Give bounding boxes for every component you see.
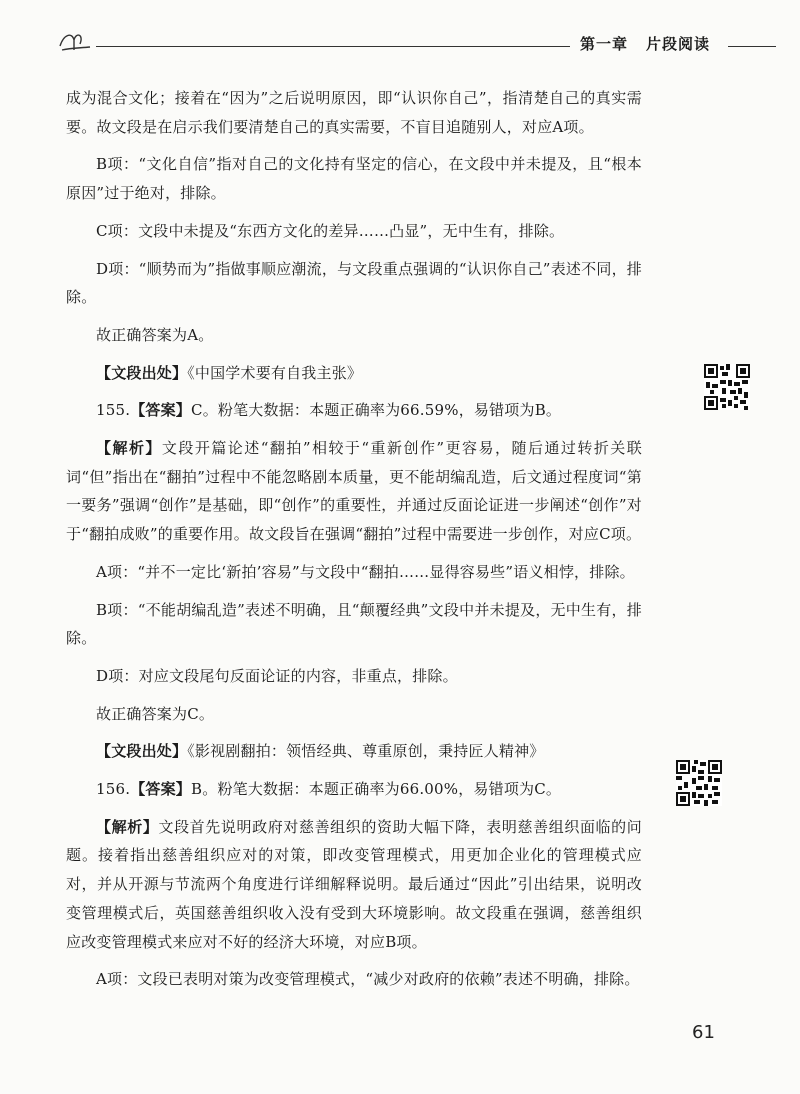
chapter-label: 第一章 xyxy=(580,35,629,53)
paragraph: B项：“不能胡编乱造”表述不明确，且“颠覆经典”文段中并未提及，无中生有，排除。 xyxy=(66,600,642,648)
qr-code-icon[interactable] xyxy=(676,760,722,806)
answer-tag: 【答案】 xyxy=(130,401,192,420)
source-line: 【文段出处】《影视剧翻拍：领悟经典、尊重原创，秉持匠人精神》 xyxy=(96,742,545,761)
paragraph: 故正确答案为A。 xyxy=(96,325,214,344)
page-header xyxy=(0,0,800,60)
page-body xyxy=(66,84,642,1003)
source-tag: 【文段出处】 xyxy=(96,363,188,382)
source-tag: 【文段出处】 xyxy=(96,742,188,761)
question-number: 155. xyxy=(96,401,131,420)
leaf-ornament-icon xyxy=(58,30,92,54)
paragraph: B项：“文化自信”指对自己的文化持有坚定的信心，在文段中并未提及，且“根本原因”过于绝对，排除。 xyxy=(66,155,642,203)
header-rule-left xyxy=(96,46,570,47)
header-rule-right xyxy=(728,46,776,47)
answer-line: 156.【答案】B。粉笔大数据：本题正确率为66.00%，易错项为C。 xyxy=(96,780,562,799)
paragraph: 故正确答案为C。 xyxy=(96,704,215,723)
qr-code-icon[interactable] xyxy=(704,364,750,410)
analysis-tag: 【解析】 xyxy=(96,439,162,458)
chapter-title xyxy=(580,33,710,54)
answer-tag: 【答案】 xyxy=(130,780,192,799)
analysis-tag: 【解析】 xyxy=(96,817,159,836)
analysis-paragraph: 【解析】文段开篇论述“翻拍”相较于“重新创作”更容易，随后通过转折关联词“但”指出在“翻拍”过程中不能忽略剧本质量，更不能胡编乱造，后文通过程度词“第一要务”强调“创作”是基础，即“创作”的重要性，并通过反面论证进一步阐述“创作”对于“翻拍成败”的重要作用。故文段旨在强调“翻拍”过程中需要进一步创作，对应C项。 xyxy=(66,439,642,544)
question-number: 156. xyxy=(96,780,131,799)
section-label: 片段阅读 xyxy=(646,35,711,53)
paragraph: D项：“顺势而为”指做事顺应潮流，与文段重点强调的“认识你自己”表述不同，排除。 xyxy=(66,259,642,307)
answer-line: 155.【答案】C。粉笔大数据：本题正确率为66.59%，易错项为B。 xyxy=(96,401,562,420)
source-line: 【文段出处】《中国学术要有自我主张》 xyxy=(96,363,363,382)
paragraph: A项：文段已表明对策为改变管理模式，“减少对政府的依赖”表述不明确，排除。 xyxy=(96,970,640,989)
paragraph: D项：对应文段尾句反面论证的内容，非重点，排除。 xyxy=(96,666,458,685)
paragraph: C项：文段中未提及“东西方文化的差异……凸显”，无中生有，排除。 xyxy=(96,221,565,240)
paragraph: 成为混合文化；接着在“因为”之后说明原因，即“认识你自己”，指清楚自己的真实需要。故文段是在启示我们要清楚自己的真实需要，不盲目追随别人，对应A项。 xyxy=(66,89,642,136)
analysis-paragraph: 【解析】文段首先说明政府对慈善组织的资助大幅下降，表明慈善组织面临的问题。接着指出慈善组织应对的对策，即改变管理模式，用更加企业化的管理模式应对，并从开源与节流两个角度进行详细解释说明。最后通过“因此”引出结果，说明改变管理模式后，英国慈善组织收入没有受到大环境影响。故文段重在强调，慈善组织应改变管理模式来应对不好的经济大环境，对应B项。 xyxy=(66,817,642,951)
paragraph: A项：“并不一定比‘新拍’容易”与文段中“翻拍……显得容易些”语义相悖，排除。 xyxy=(96,562,635,581)
page-number: 61 xyxy=(692,1022,715,1043)
